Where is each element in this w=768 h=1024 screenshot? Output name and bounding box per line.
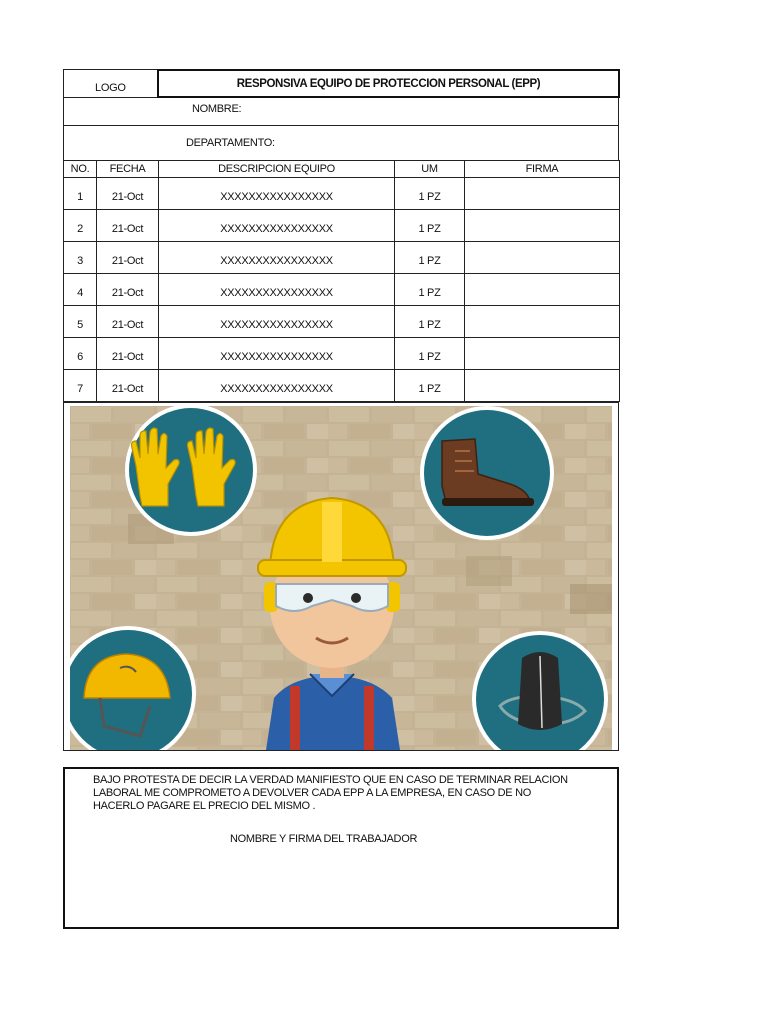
cell-fecha: 21-Oct	[97, 370, 159, 402]
cell-firma[interactable]	[465, 178, 620, 210]
nombre-label: NOMBRE:	[192, 103, 242, 115]
cell-um: 1 PZ	[395, 370, 465, 402]
equipment-table	[63, 160, 620, 402]
table-row	[64, 274, 620, 306]
cell-fecha: 21-Oct	[97, 242, 159, 274]
cell-fecha: 21-Oct	[97, 210, 159, 242]
boot-icon	[420, 406, 554, 540]
departamento-row	[63, 125, 619, 161]
cell-descripcion: XXXXXXXXXXXXXXXX	[159, 370, 395, 402]
col-header-um: UM	[395, 161, 465, 178]
cell-um: 1 PZ	[395, 178, 465, 210]
declaration-box	[63, 767, 619, 929]
cell-descripcion: XXXXXXXXXXXXXXXX	[159, 242, 395, 274]
cell-firma[interactable]	[465, 210, 620, 242]
cell-fecha: 21-Oct	[97, 178, 159, 210]
cell-no: 5	[64, 306, 97, 338]
declaration-line: BAJO PROTESTA DE DECIR LA VERDAD MANIFIESTO QUE EN CASO DE TERMINAR RELACION	[93, 774, 568, 786]
table-header-row	[64, 161, 620, 178]
form-title-cell	[157, 69, 620, 98]
departamento-label: DEPARTAMENTO:	[186, 137, 275, 149]
declaration-line: LABORAL ME COMPROMETO A DEVOLVER CADA EPP A LA EMPRESA, EN CASO DE NO	[93, 787, 531, 799]
col-header-firma: FIRMA	[465, 161, 620, 178]
col-header-no: NO.	[64, 161, 97, 178]
gloves-icon	[125, 406, 257, 536]
nombre-row	[63, 98, 619, 125]
cell-descripcion: XXXXXXXXXXXXXXXX	[159, 210, 395, 242]
worker-figure	[258, 498, 406, 750]
cell-fecha: 21-Oct	[97, 274, 159, 306]
cell-no: 3	[64, 242, 97, 274]
cell-no: 4	[64, 274, 97, 306]
cell-descripcion: XXXXXXXXXXXXXXXX	[159, 338, 395, 370]
declaration-line: HACERLO PAGARE EL PRECIO DEL MISMO .	[93, 800, 316, 812]
col-header-descripcion: DESCRIPCION EQUIPO	[159, 161, 395, 178]
logo-cell	[64, 70, 158, 99]
worker-illustration	[70, 406, 612, 750]
signature-label: NOMBRE Y FIRMA DEL TRABAJADOR	[230, 833, 418, 845]
table-row	[64, 370, 620, 402]
table-row	[64, 178, 620, 210]
table-row	[64, 210, 620, 242]
cell-firma[interactable]	[465, 370, 620, 402]
cell-fecha: 21-Oct	[97, 306, 159, 338]
cell-um: 1 PZ	[395, 242, 465, 274]
table-row	[64, 306, 620, 338]
form-header	[63, 69, 619, 98]
ppe-illustration	[63, 402, 619, 751]
table-row	[64, 338, 620, 370]
cell-no: 6	[64, 338, 97, 370]
cell-um: 1 PZ	[395, 274, 465, 306]
cell-descripcion: XXXXXXXXXXXXXXXX	[159, 274, 395, 306]
cell-firma[interactable]	[465, 274, 620, 306]
cell-um: 1 PZ	[395, 306, 465, 338]
cell-no: 2	[64, 210, 97, 242]
cell-no: 1	[64, 178, 97, 210]
cell-firma[interactable]	[465, 242, 620, 274]
cell-no: 7	[64, 370, 97, 402]
declaration-text	[93, 774, 593, 813]
form-title: RESPONSIVA EQUIPO DE PROTECCION PERSONAL (EPP)	[236, 78, 541, 90]
cell-fecha: 21-Oct	[97, 338, 159, 370]
cell-descripcion: XXXXXXXXXXXXXXXX	[159, 306, 395, 338]
table-row	[64, 242, 620, 274]
cell-um: 1 PZ	[395, 338, 465, 370]
cell-firma[interactable]	[465, 338, 620, 370]
cell-descripcion: XXXXXXXXXXXXXXXX	[159, 178, 395, 210]
logo-placeholder: LOGO	[95, 82, 126, 94]
cell-um: 1 PZ	[395, 210, 465, 242]
cell-firma[interactable]	[465, 306, 620, 338]
col-header-fecha: FECHA	[97, 161, 159, 178]
